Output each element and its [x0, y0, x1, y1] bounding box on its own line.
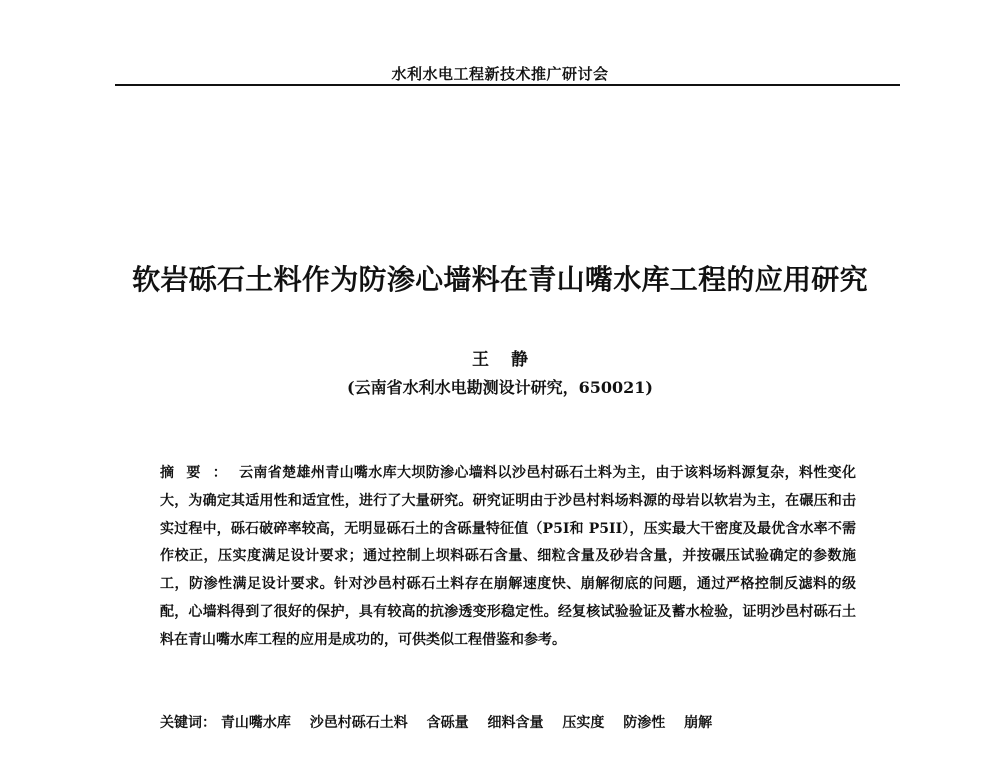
abstract	[160, 460, 856, 655]
keyword-item: 崩解	[684, 715, 713, 731]
keyword-item: 防渗性	[623, 715, 666, 731]
author-name: 王静	[472, 350, 550, 370]
paper-title: 软岩砾石土料作为防渗心墙料在青山嘴水库工程的应用研究	[132, 263, 868, 296]
abstract-label: 摘要：	[160, 465, 240, 481]
keywords	[160, 710, 860, 738]
keyword-item: 青山嘴水库	[220, 715, 291, 731]
header-rule	[115, 84, 900, 86]
abstract-text: 云南省楚雄州青山嘴水库大坝防渗心墙料以沙邑村砾石土料为主，由于该料场料源复杂，料性变化大，为确定其适用性和适宜性，进行了大量研究。研究证明由于沙邑村料场料源的母岩以软岩为主，在碾压和击实过程中，砾石破碎率较高，无明显砾石土的含砾量特征值（P5I和 P5II），压实最大干密度及最优含水率不需作校正，压实度满足设计要求；通过控制上坝料砾石含量、细粒含量及砂岩含量，并按碾压试验确定的参数施工，防渗性满足设计要求。针对沙邑村砾石土料存在崩解速度快、崩解彻底的问题，通过严格控制反滤料的级配，心墙料得到了很好的保护，具有较高的抗渗透变形稳定性。经复核试验验证及蓄水检验，证明沙邑村砾石土料在青山嘴水库工程的应用是成功的，可供类似工程借鉴和参考。	[160, 465, 857, 648]
running-header: 水利水电工程新技术推广研讨会	[391, 65, 609, 83]
keyword-item: 细料含量	[487, 715, 544, 731]
keyword-item: 压实度	[562, 715, 605, 731]
author-affiliation: (云南省水利水电勘测设计研究，650021)	[347, 378, 653, 397]
keyword-item: 沙邑村砾石土料	[309, 715, 408, 731]
keyword-item: 含砾量	[426, 715, 469, 731]
keywords-label: 关键词：	[160, 715, 216, 731]
